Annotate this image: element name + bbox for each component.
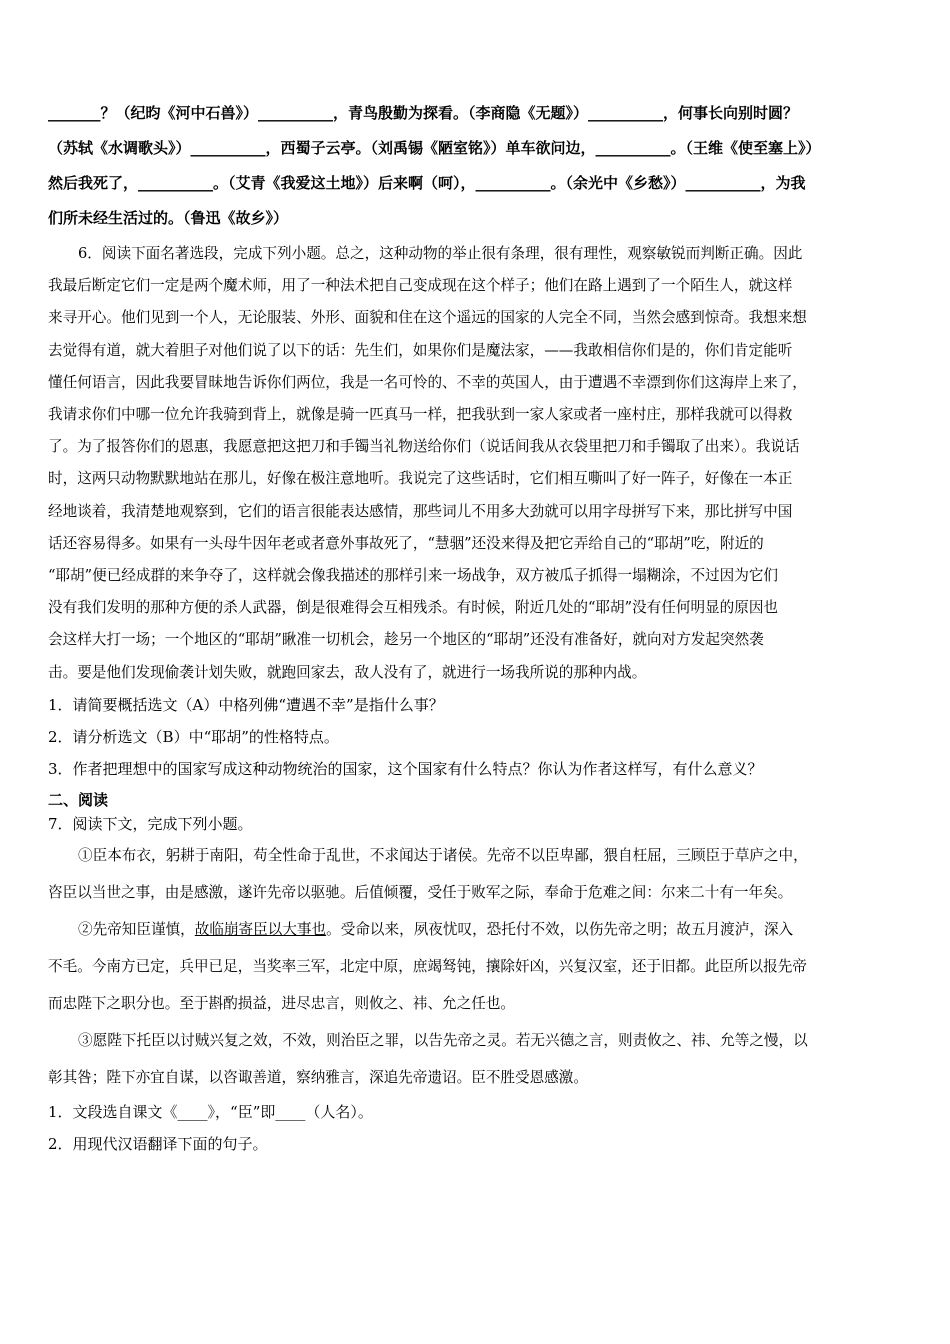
question-6-passage xyxy=(48,238,910,689)
fill-line: （苏轼《水调歌头》）__________，西蜀子云亭。（刘禹锡《陋室铭》）单车欲问边，__________。（王维《使至塞上》） xyxy=(48,139,821,157)
passage-line: 没有我们发明的那种方便的杀人武器，倒是很难得会互相残杀。有时候，附近几处的“耶胡”没有任何明显的原因也 xyxy=(48,599,779,617)
underlined-sentence: 故临崩寄臣以大事也 xyxy=(194,920,327,938)
passage-line: 来寻开心。他们见到一个人，无论服装、外形、面貌和住在这个遥远的国家的人完全不同，当然会感到惊奇。我想来想 xyxy=(48,309,807,327)
passage-line: 了。为了报答你们的恩惠，我愿意把这把刀和手镯当礼物送给你们（说话间我从衣袋里把刀和手镯取了出来）。我说话 xyxy=(48,438,800,456)
passage-line: “耶胡”便已经成群的来争夺了，这样就会像我描述的那样引来一场战争，双方被瓜子抓得一塌糊涂，不过因为它们 xyxy=(48,567,779,585)
passage-line: 6．阅读下面名著选段，完成下列小题。总之，这种动物的举止很有条理，很有理性，观察敏锐而判断正确。因此 xyxy=(78,245,803,262)
classic-line: ①臣本布衣，躬耕于南阳，苟全性命于乱世，不求闻达于诸侯。先帝不以臣卑鄙，猥自枉屈，三顾臣于草庐之中， xyxy=(78,846,808,864)
classic-line: ③愿陛下托臣以讨贼兴复之效，不效，则治臣之罪，以告先帝之灵。若无兴德之言，则责攸之、祎、允等之慢，以 xyxy=(78,1031,808,1049)
q7-subquestion-1: 1．文段选自课文《____》，“臣”即____（人名）。 xyxy=(48,1102,373,1121)
q6-subquestion-2: 2．请分析选文（B）中“耶胡”的性格特点。 xyxy=(48,727,339,746)
q6-subquestion-3: 3．作者把理想中的国家写成这种动物统治的国家，这个国家有什么特点？你认为作者这样写，有什么意义？ xyxy=(48,759,763,778)
classic-line: 咨臣以当世之事，由是感激，遂许先帝以驱驰。后值倾覆，受任于败军之际，奉命于危难之间：尔来二十有一年矣。 xyxy=(48,883,793,901)
passage-line: 经地谈着，我清楚地观察到，它们的语言很能表达感情，那些词儿不用多大劲就可以用字母拼写下来，那比拼写中国 xyxy=(48,502,793,520)
classical-passage xyxy=(48,837,910,1096)
classic-line: 而忠陛下之职分也。至于斟酌损益，进尽忠言，则攸之、祎、允之任也。 xyxy=(48,994,516,1012)
classic-line-p2-first xyxy=(48,911,910,948)
passage-line: 时，这两只动物默默地站在那儿，好像在极注意地听。我说完了这些话时，它们相互嘶叫了好一阵子，好像在一本正 xyxy=(48,470,793,488)
passage-line: 话还容易得多。如果有一头母牛因年老或者意外事故死了，“慧骃”还没来得及把它弄给自己的“耶胡”吃，附近的 xyxy=(48,534,764,552)
classic-line: 彰其咎；陛下亦宜自谋，以咨诹善道，察纳雅言，深追先帝遗诏。臣不胜受恩感激。 xyxy=(48,1068,588,1086)
exam-page xyxy=(48,96,910,1160)
fill-line: 然后我死了，__________。（艾青《我爱这土地》）后来啊（呵），__________。（余光中《乡愁》）__________，为我 xyxy=(48,174,806,192)
passage-line: 击。要是他们发现偷袭计划失败，就跑回家去，敌人没有了，就进行一场我所说的那种内战。 xyxy=(48,663,647,681)
question-7-intro: 7．阅读下文，完成下列小题。 xyxy=(48,814,253,833)
fill-line: 们所未经生活过的。（鲁迅《故乡》） xyxy=(48,209,289,227)
passage-line: 我请求你们中哪一位允许我骑到背上，就像是骑一匹真马一样，把我驮到一家人家或者一座村庄，那样我就可以得救 xyxy=(48,406,793,424)
classic-line: 不毛。今南方已定，兵甲已足，当奖率三军，北定中原，庶竭驽钝，攘除奸凶，兴复汉室，还于旧都。此臣所以报先帝 xyxy=(48,957,807,975)
passage-line: 懂任何语言，因此我要冒昧地告诉你们两位，我是一名可怜的、不幸的英国人，由于遭遇不幸漂到你们这海岸上来了， xyxy=(48,373,807,391)
passage-line: 会这样大打一场；一个地区的“耶胡”瞅准一切机会，趁另一个地区的“耶胡”还没有准备好，就向对方发起突然袭 xyxy=(48,631,764,649)
q6-subquestion-1: 1．请简要概括选文（A）中格列佛“遭遇不幸”是指什么事？ xyxy=(48,695,444,714)
section-heading-reading: 二、阅读 xyxy=(48,790,109,809)
fill-line: _______？（纪昀《河中石兽》）__________，青鸟殷勤为探看。（李商隐《无题》）__________，何事长向别时圆？ xyxy=(48,104,799,122)
q7-subquestion-2: 2．用现代汉语翻译下面的句子。 xyxy=(48,1134,268,1153)
poem-fill-blank-block xyxy=(48,96,910,236)
passage-line: 去觉得有道，就大着胆子对他们说了以下的话：先生们，如果你们是魔法家，——我敢相信你们是的，你们肯定能听 xyxy=(48,341,793,359)
classic-text: ②先帝知臣谨慎， xyxy=(78,920,195,938)
classic-text: 。受命以来，夙夜忧叹，恐托付不效，以伤先帝之明；故五月渡泸，深入 xyxy=(326,920,794,938)
passage-line: 我最后断定它们一定是两个魔术师，用了一种法术把自己变成现在这个样子；他们在路上遇到了一个陌生人，就这样 xyxy=(48,277,793,295)
